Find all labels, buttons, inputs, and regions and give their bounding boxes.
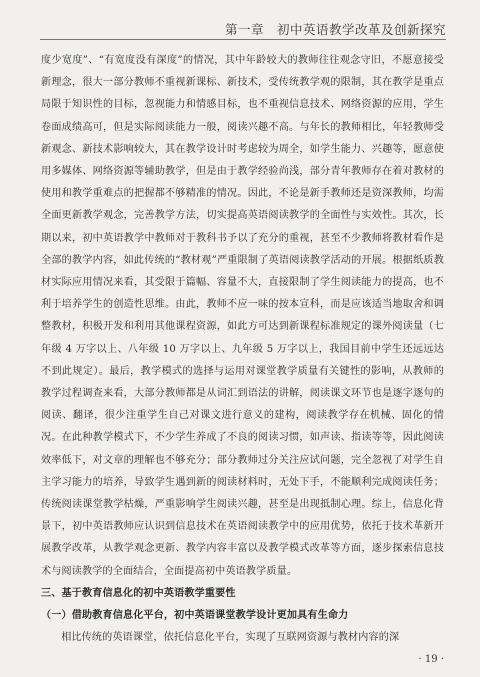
section-heading: 三、基于教育信息化的初中英语教学重要性 xyxy=(41,587,236,599)
page-header: 第一章 初中英语教学改革及创新探究 xyxy=(224,22,446,37)
page-number: · 19 · xyxy=(418,654,444,665)
page-content xyxy=(41,50,444,649)
subsection-heading: （一）借助教育信息化平台，初中英语课堂教学设计更加具有生命力 xyxy=(41,610,349,622)
header-divider xyxy=(40,39,446,40)
body-paragraph: 度少宽度”、“有宽度没有深度”的情况，其中年龄较大的教师往往观念守旧，不愿意接受新理念，很大一部分教师不重视新课标、新技术，受传统教学观的限制，其在教学是重点局限于知识性的目标，忽视能力和情感目标，也不重视信息技术、网络资源的应用，学生卷面成绩高可，但是实际阅读能力一般，阅读兴趣不高。与年长的教师相比，年轻教师受新观念、新技术影响较大，其在教学设计时考虑较为周全，如学生能力、兴趣等，愿意使用多媒体、网络资源等辅助教学，但是由于教学经验尚浅，部分青年教师存在着对教材的使用和教学重难点的把握都不够精准的情况。因此，不论是新手教师还是资深教师，均需全面更新教学观念，完善教学方法，切实提高英语阅读教学的全面性与实效性。其次，长期以来，初中英语教学中教师对于教科书予以了充分的重视，甚至不少教师将教材看作是全部的教学内容，如此传统的“教材观”严重限制了英语阅读教学活动的开展。根据纸质教材实际应用情况来看，其受限于篇幅、容量不大，直接限制了学生阅读能力的提高，也不利于培养学生的创造性思维。由此，教师不应一味的按本宣科，而是应该适当地取舍和调整教材，积极开发和利用其他课程资源，如此方可达到新课程标准规定的课外阅读量（七年级 4 万字以上、八年级 10 万字以上、九年级 5 万字以上，我国目前中学生还远远达不到此规定）。最后，教学模式的选择与运用对课堂教学质量有关键性的影响，从教师的教学过程调查来看，大部分教师都是从词汇到语法的讲解，阅读课文环节也是逐字逐句的阅读、翻译，很少注重学生自己对课文进行意义的建构，阅读教学存在机械、固化的情况。在此种教学模式下，不少学生养成了不良的阅读习惯，如声读、指读等等，因此阅读效率低下，对文章的理解也不够充分；部分教师过分关注应试问题，完全忽视了对学生自主学习能力的培养，导致学生遇到新的阅读材料时，无处下手，不能顺利完成阅读任务；传统阅读课堂教学枯燥，严重影响学生阅读兴趣，甚至是出现抵制心理。综上，信息化背景下，初中英语教师应认识到信息技术在英语阅读教学中的应用优势，依托于技术革新开展教学改革，从教学观念更新、教学内容丰富以及教学模式改革等方面，逐步探索信息技术与阅读教学的全面结合，全面提高初中英语教学质量。 xyxy=(41,55,444,577)
body-paragraph: 相比传统的英语课堂，依托信息化平台，实现了互联网资源与教材内容的深 xyxy=(61,632,400,644)
